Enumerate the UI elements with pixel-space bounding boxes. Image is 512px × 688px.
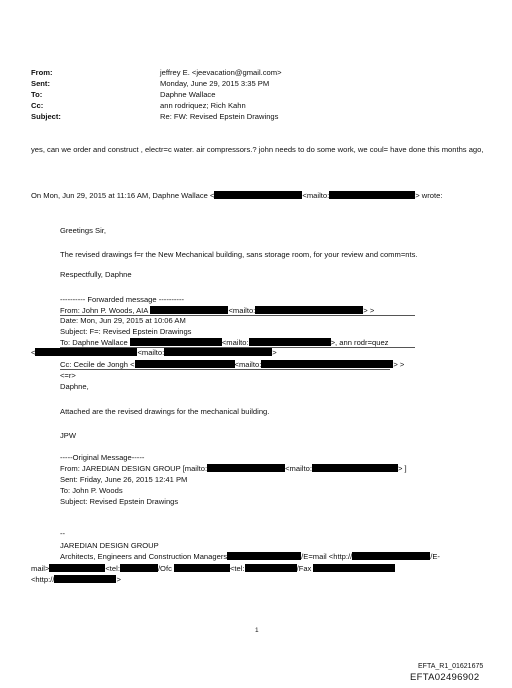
sent-value: Monday, June 29, 2015 3:35 PM [160, 79, 270, 88]
sig-http-end: > [116, 575, 121, 584]
orig-from-mailto: <mailto: [285, 464, 312, 473]
sig-e-end: /E- [430, 552, 440, 561]
fwd-from-line [60, 306, 374, 315]
efta-id-2: EFTA02496902 [410, 672, 480, 683]
reply-text: yes, can we order and construct , electr=c water. air compressors.? john needs to do some work, we coul= have done this months ago, [31, 145, 484, 154]
from-value: jeffrey E. <jeevacation@gmail.com> [160, 68, 282, 77]
to-value: Daphne Wallace [160, 90, 216, 99]
redaction [207, 464, 285, 472]
fwd-from-end: > [363, 306, 368, 315]
orig-subject: Subject: Revised Epstein Drawings [60, 497, 179, 506]
fwd-cc-mailto: <mailto: [234, 360, 262, 369]
redaction [313, 564, 395, 572]
sig-http: <http:// [31, 575, 55, 584]
quote-prefix: On Mon, Jun 29, 2015 at 11:16 AM, Daphne Wallace < [31, 191, 215, 200]
redaction [135, 360, 235, 368]
cc-value: ann rodriquez; Rich Kahn [160, 101, 246, 110]
orig-from-line [60, 464, 407, 473]
to-label: To: [31, 90, 43, 99]
redaction [54, 575, 116, 583]
quote-intro [31, 191, 442, 200]
redaction [49, 564, 105, 572]
fwd-cc-line [60, 360, 404, 369]
sig-dash: -- [60, 529, 66, 538]
cc-label: Cc: [31, 101, 44, 110]
efta-id-1: EFTA_R1_01621675 [418, 663, 484, 670]
redaction [227, 552, 301, 560]
redaction [130, 338, 222, 346]
sig-emailhttp: /E=mail <http:// [301, 552, 353, 561]
orig-to: To: John P. Woods [60, 486, 123, 495]
fwd-lt: < [31, 348, 36, 357]
jpw: JPW [60, 431, 77, 440]
redaction [174, 564, 230, 572]
redaction [245, 564, 297, 572]
fwd-from-end2: > [369, 306, 375, 315]
greeting: Greetings Sir, [60, 226, 107, 235]
fwd-to-mailto: <mailto: [221, 338, 249, 347]
fwd-to-end: >, ann rodr=quez [330, 338, 389, 347]
sig-fax: /Fax [296, 564, 312, 573]
sent-label: Sent: [31, 79, 50, 88]
quote-suffix: > wrote: [415, 191, 443, 200]
sig-ofc: /Ofc [157, 564, 172, 573]
page-number: 1 [255, 627, 259, 634]
fwd-daphne: Daphne, [60, 382, 89, 391]
redaction [35, 348, 137, 356]
fwd-cc-end: > > [393, 360, 405, 369]
fwd-to-line2 [31, 348, 277, 357]
sig-tel2: <tel: [230, 564, 245, 573]
subject-label: Subject: [31, 112, 61, 121]
fwd-from-mailto: <mailto: [228, 306, 256, 315]
regards: Respectfully, Daphne [60, 270, 132, 279]
fwd-to-end2: > [272, 348, 277, 357]
fwd-from: From: John P. Woods, AIA [60, 306, 149, 315]
from-label: From: [31, 68, 53, 77]
fwd-cc: Cc: Cecile de Jongh < [60, 360, 135, 369]
redaction [261, 360, 393, 368]
fwd-subject: Subject: F=: Revised Epstein Drawings [60, 327, 192, 336]
redaction [249, 338, 331, 346]
underline [60, 369, 390, 370]
fwd-to: To: Daphne Wallace [60, 338, 128, 347]
sig-tel: <tel: [105, 564, 120, 573]
sig-mail: mail> [31, 564, 50, 573]
forwarded-header: ---------- Forwarded message ---------- [60, 295, 185, 304]
subject-value: Re: FW: Revised Epstein Drawings [160, 112, 279, 121]
redaction [312, 464, 398, 472]
quote-mailto: <mailto: [302, 191, 330, 200]
redaction [214, 191, 302, 199]
fwd-to-mailto2: <mailto: [137, 348, 165, 357]
fwd-date: Date: Mon, Jun 29, 2015 at 10:06 AM [60, 316, 186, 325]
redaction [120, 564, 158, 572]
redaction [150, 306, 228, 314]
attached-line: Attached are the revised drawings for the mechanical building. [60, 407, 270, 416]
revised-drawings-line: The revised drawings f=r the New Mechanical building, sans storage room, for your review and comm=nts. [60, 250, 418, 259]
orig-from-end: > ] [397, 464, 407, 473]
sig-line2 [31, 564, 395, 573]
redaction [255, 306, 363, 314]
fwd-to-line [60, 338, 388, 347]
redaction [164, 348, 272, 356]
original-header: -----Original Message----- [60, 453, 145, 462]
sig-line3 [31, 575, 121, 584]
redaction [352, 552, 430, 560]
sig-line1 [60, 552, 440, 561]
orig-sent: Sent: Friday, June 26, 2015 12:41 PM [60, 475, 188, 484]
sig-company: JAREDIAN DESIGN GROUP [60, 541, 159, 550]
fwd-cr: <=r> [60, 371, 76, 380]
orig-from: From: JAREDIAN DESIGN GROUP [mailto: [60, 464, 208, 473]
redaction [329, 191, 415, 199]
sig-title: Architects, Engineers and Construction Managers [60, 552, 228, 561]
